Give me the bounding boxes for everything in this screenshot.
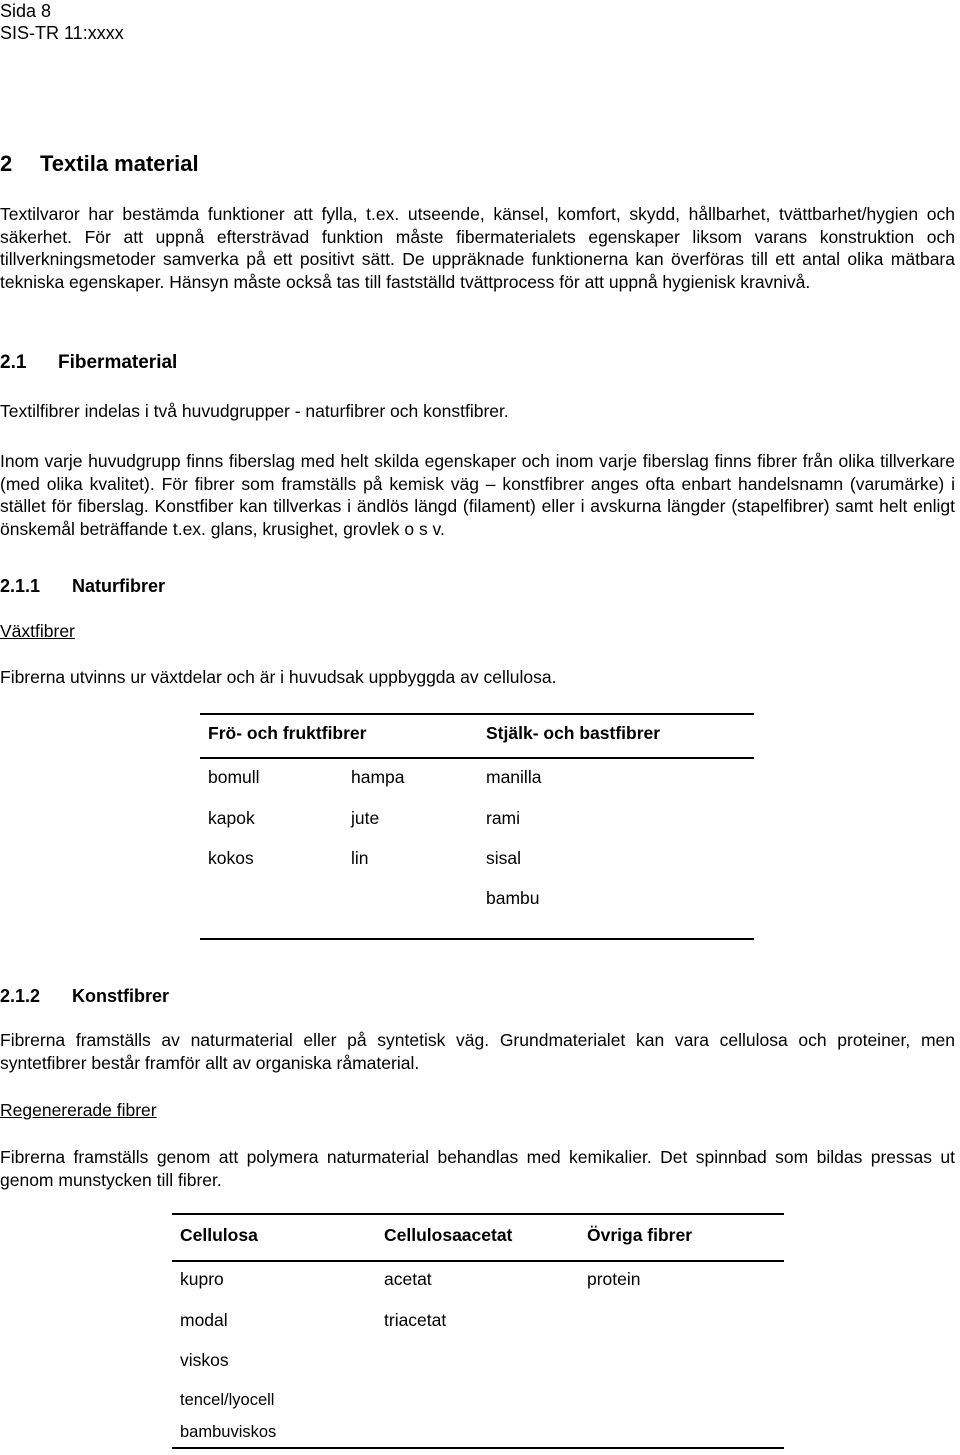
table-top-rule — [172, 1213, 784, 1215]
vaxtfibrer-table — [200, 713, 754, 941]
table-cell: jute — [351, 808, 380, 828]
naturfibrer-number: 2.1.1 — [0, 576, 41, 596]
table-header: Stjälk- och bastfibrer — [486, 723, 661, 743]
regenererade-table — [172, 1213, 784, 1451]
document-id: SIS-TR 11:xxxx — [0, 23, 124, 43]
regenererade-subheading: Regenererade fibrer — [0, 1100, 157, 1120]
section-number: 2 — [0, 151, 13, 176]
subsection-heading — [0, 352, 177, 374]
konstfibrer-paragraph: Fibrerna framställs av naturmaterial eller på syntetisk väg. Grundmaterialet kan vara cellulosa och proteiner, men syntetfibrer består framför allt av organiska råmaterial. — [0, 1030, 955, 1073]
table-header: Cellulosaacetat — [384, 1225, 513, 1245]
table-header: Frö- och fruktfibrer — [208, 723, 367, 743]
table-header: Cellulosa — [180, 1225, 258, 1245]
table-cell: hampa — [351, 767, 405, 787]
table-header-rule — [172, 1260, 784, 1262]
table-cell: kapok — [208, 808, 255, 828]
table-cell: kupro — [180, 1269, 224, 1289]
subsection-number: 2.1 — [0, 352, 27, 373]
naturfibrer-title: Naturfibrer — [72, 576, 166, 596]
vaxtfibrer-paragraph: Fibrerna utvinns ur växtdelar och är i huvudsak uppbyggda av cellulosa. — [0, 667, 557, 687]
naturfibrer-heading — [0, 576, 165, 597]
konstfibrer-heading — [0, 986, 169, 1007]
table-cell: rami — [486, 808, 521, 828]
table-cell: acetat — [384, 1269, 432, 1289]
table-top-rule — [200, 713, 754, 715]
table-header: Övriga fibrer — [587, 1225, 693, 1245]
table-header-rule — [200, 757, 754, 759]
subsection-title: Fibermaterial — [58, 352, 178, 373]
table-cell: lin — [351, 848, 369, 868]
page-number: Sida 8 — [0, 1, 52, 21]
table-cell: sisal — [486, 848, 522, 868]
table-cell: protein — [587, 1269, 641, 1289]
table-cell: tencel/lyocell — [180, 1391, 275, 1409]
table-bottom-rule — [200, 938, 754, 940]
table-cell: manilla — [486, 767, 542, 787]
section-intro-paragraph: Textilvaror har bestämda funktioner att fylla, t.ex. utseende, känsel, komfort, skydd, hållbarhet, tvättbarhet/hygien och säkerhet. För att uppnå eftersträvad funktion måste fibermaterialets egenskaper liksom varans konstruktion och tillverkningsmetoder samverka på ett positivt sätt. De uppräknade funktionerna kan överföras till ett antal olika mätbara tekniska egenskaper. Hänsyn måste också tas till fastställd tvättprocess för att uppnå hygienisk kravnivå. — [0, 204, 955, 292]
table-cell: bambuviskos — [180, 1423, 277, 1441]
fiber-groups-paragraph: Textilfibrer indelas i två huvudgrupper - naturfibrer och konstfibrer. — [0, 401, 509, 421]
table-cell: bambu — [486, 888, 540, 908]
table-cell: kokos — [208, 848, 254, 868]
section-heading — [0, 151, 199, 177]
section-title: Textila material — [40, 151, 199, 176]
table-cell: viskos — [180, 1350, 229, 1370]
table-cell: triacetat — [384, 1310, 447, 1330]
fiber-types-paragraph: Inom varje huvudgrupp finns fiberslag med helt skilda egenskaper och inom varje fiberslag finns fibrer från olika tillverkare (med olika kvalitet). För fibrer som framställs på kemisk väg – konstfibrer anges ofta enbart handelsnamn (varumärke) i stället för fiberslag. Konstfiber kan tillverkas i ändlös längd (filament) eller i avskurna längder (stapelfibrer) samt helt enligt önskemål beträffande t.ex. glans, krusighet, grovlek o s v. — [0, 451, 955, 539]
table-cell: modal — [180, 1310, 228, 1330]
konstfibrer-number: 2.1.2 — [0, 986, 41, 1006]
table-bottom-rule — [172, 1447, 784, 1449]
table-cell: bomull — [208, 767, 260, 787]
konstfibrer-title: Konstfibrer — [72, 986, 170, 1006]
vaxtfibrer-subheading: Växtfibrer — [0, 621, 75, 641]
regenererade-paragraph: Fibrerna framställs genom att polymera naturmaterial behandlas med kemikalier. Det spinnbad som bildas pressas ut genom munstycken till fibrer. — [0, 1147, 955, 1190]
